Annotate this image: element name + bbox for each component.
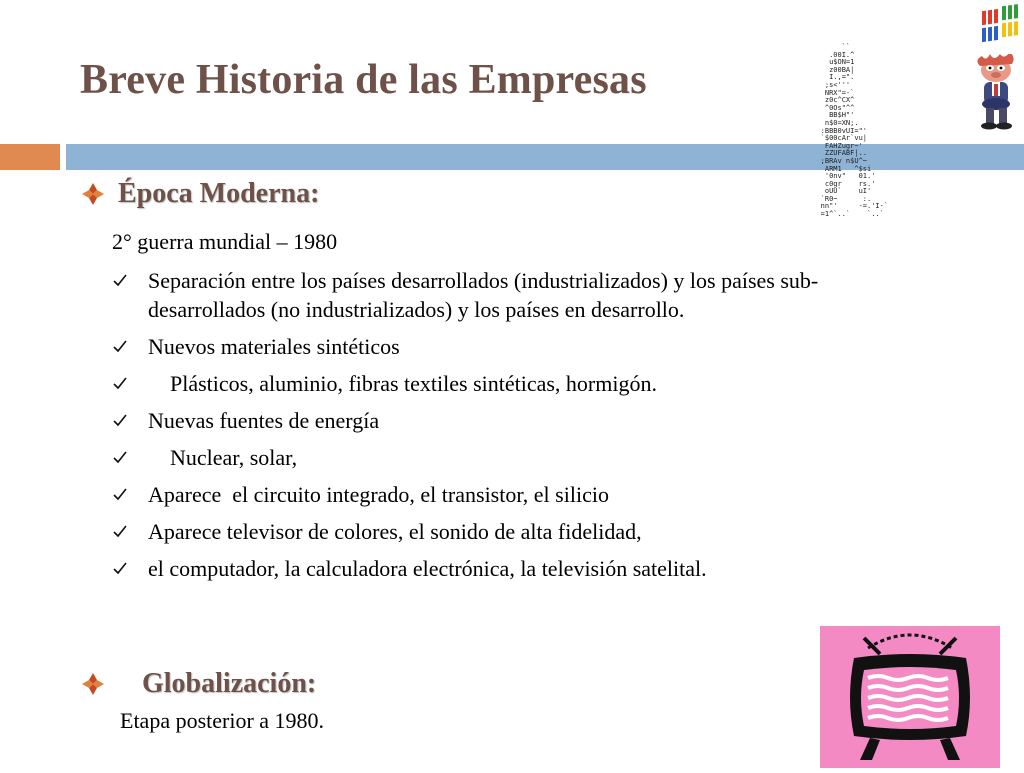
list-item (112, 332, 912, 361)
section-heading-text: Época Moderna: (118, 178, 320, 209)
slide-title: Breve Historia de las Empresas (80, 57, 647, 103)
cartoon-man-icon (970, 54, 1024, 132)
checkmark-icon (112, 480, 148, 509)
list-item-text: Separación entre los países desarrollados (industrializados) y los países sub-desarrollados (no industrializados) y los países en desarrollo. (148, 268, 819, 322)
list-item (112, 266, 912, 324)
section-subtitle-period: 2° guerra mundial – 1980 (112, 229, 338, 254)
list-item-text: Nuevos materiales sintéticos (148, 334, 400, 359)
list-item-text: Nuevas fuentes de energía (148, 408, 380, 433)
section-heading-globalizacion (80, 668, 316, 700)
section-heading-epoca-moderna (80, 178, 319, 210)
checkmark-icon (112, 517, 148, 546)
list-item (112, 406, 912, 435)
checkmark-icon (112, 266, 148, 295)
list-item (112, 480, 912, 509)
list-item-text: Aparece televisor de colores, el sonido de alta fidelidad, (148, 519, 642, 544)
checkmark-icon (112, 332, 148, 361)
checklist (112, 266, 912, 591)
checkmark-icon (112, 369, 148, 398)
diamond-bullet-icon (80, 181, 106, 207)
television-icon (820, 626, 1000, 768)
list-item (112, 517, 912, 546)
list-item-text: el computador, la calculadora electrónica, la televisión satelital. (148, 556, 707, 581)
list-item-text: Plásticos, aluminio, fibras textiles sintéticas, hormigón. (148, 371, 657, 396)
section-heading-text: Globalización: (142, 668, 317, 699)
ascii-art-figure: `` .00I.^ u$ON=1 z00BA| I.,=". ;s<''' NRX"=-` z0c^CX^ ^0Os"^^ BB$H"' n$0=XN;. :BBB0vUI="' `$00cAr`vu| FAHZugr~' ZZUFABF|.. ;BRAv n$U^~ ARM1 ^$si '0nv" 01.' c0gr rs.' oUU` uI' `R0~ :. nn"' -=.'I-` =1^`..` `..` (820, 43, 889, 219)
list-item-text: Aparece el circuito integrado, el transistor, el silicio (148, 482, 609, 507)
list-item (112, 554, 912, 583)
checkmark-icon (112, 554, 148, 583)
windows-logo-icon (976, 0, 1024, 48)
section-subtitle-period: Etapa posterior a 1980. (120, 708, 325, 733)
diamond-bullet-icon (80, 671, 106, 697)
accent-bar-orange (0, 144, 60, 170)
list-item (112, 443, 912, 472)
list-item (112, 369, 912, 398)
checkmark-icon (112, 443, 148, 472)
checkmark-icon (112, 406, 148, 435)
list-item-text: Nuclear, solar, (148, 445, 298, 470)
